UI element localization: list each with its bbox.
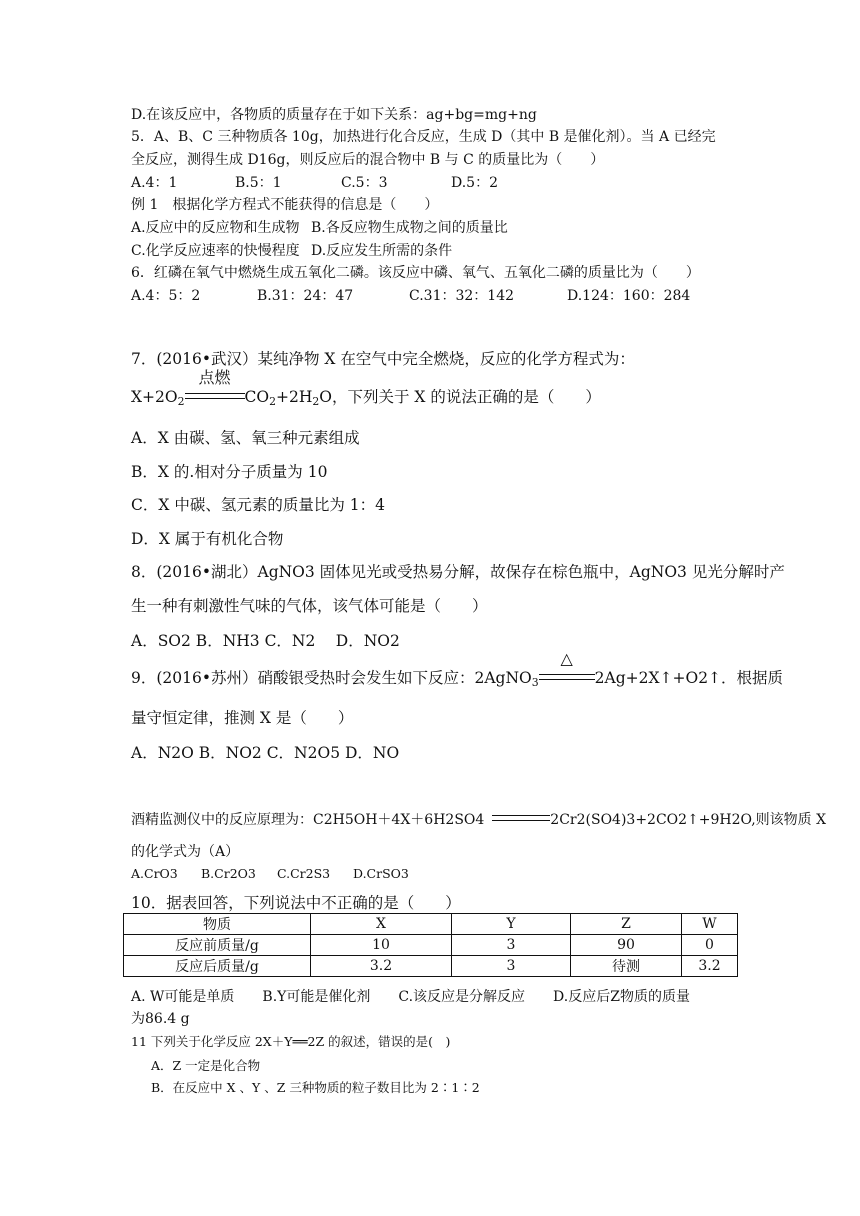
q6-stem: 6．红磷在氧气中燃烧生成五氧化二磷。该反应中磷、氧气、五氧化二磷的质量比为（ ）	[131, 265, 700, 281]
q9-stem-pre: 9．(2016•苏州）硝酸银受热时会发生如下反应：2AgNO	[131, 669, 532, 687]
q8-stem-line1: 8．(2016•湖北）AgNO3 固体见光或受热易分解，故保存在棕色瓶中，AgNO3 见光分解时产	[131, 563, 785, 581]
table-cell: 0	[682, 935, 738, 956]
alcohol-option-d: D.CrSO3	[353, 866, 409, 881]
q5-option-a: A.4：1	[131, 175, 178, 191]
example1-row2	[131, 242, 452, 260]
q9-condition: △	[560, 649, 573, 668]
q11-option-b: B．在反应中 X 、Y 、Z 三种物质的粒子数目比为 2∶1∶2	[151, 1080, 480, 1095]
alcohol-option-a: A.CrO3	[131, 866, 178, 881]
q9-stem-post: 2Ag+2X↑+O2↑．根据质	[594, 669, 784, 687]
q6-options	[131, 287, 690, 305]
q7-option-a: A．X 由碳、氢、氧三种元素组成	[131, 429, 360, 447]
table-row	[124, 956, 738, 977]
table-cell: 反应后质量/g	[124, 956, 311, 977]
table-cell: 待测	[571, 956, 682, 977]
table-cell: 3	[452, 956, 571, 977]
table-cell: 90	[571, 935, 682, 956]
q7-option-d: D．X 属于有机化合物	[131, 530, 284, 548]
q9-options: A．N2O B．NO2 C．N2O5 D．NO	[131, 744, 400, 762]
table-cell: 3	[452, 935, 571, 956]
q5-option-b: B.5：1	[235, 175, 282, 191]
q7-eq-reactants: X+2O	[131, 388, 178, 406]
q10-stem: 10．据表回答，下列说法中不正确的是（ ）	[131, 894, 461, 912]
alcohol-option-b: B.Cr2O3	[201, 866, 256, 881]
q6-option-a: A.4：5：2	[131, 288, 201, 304]
example1-option-d: D.反应发生所需的条件	[311, 243, 453, 259]
alcohol-stem-line1	[131, 811, 826, 829]
table-cell: 反应前质量/g	[124, 935, 311, 956]
q7-eq-tail: O，下列关于 X 的说法正确的是（ ）	[319, 388, 601, 406]
table-cell: 3.2	[311, 956, 452, 977]
q10-answer-line1: A. W可能是单质 B.Y可能是催化剂 C.该反应是分解反应 D.反应后Z物质的质量	[131, 989, 690, 1005]
table-row	[124, 935, 738, 956]
table-header-cell: Y	[452, 914, 571, 935]
example1-option-b: B.各反应物生成物之间的质量比	[311, 220, 508, 236]
q5-stem-line2: 全反应，测得生成 D16g，则反应后的混合物中 B 与 C 的质量比为（ ）	[131, 152, 605, 168]
q6-option-c: C.31：32：142	[409, 288, 515, 304]
table-header-cell: W	[682, 914, 738, 935]
q5-stem-line1: 5．A、B、C 三种物质各 10g，加热进行化合反应，生成 D（其中 B 是催化剂）。当 A 已经完	[131, 129, 716, 145]
q9-stem-line1	[131, 649, 784, 689]
q7-option-c: C．X 中碳、氢元素的质量比为 1：4	[131, 496, 385, 514]
q10-answer-line2: 为86.4 g	[131, 1011, 190, 1027]
q7-eq-product1: CO	[244, 388, 270, 406]
q5-options	[131, 174, 498, 192]
q9-sub: 3	[531, 676, 539, 689]
example1-row1	[131, 219, 508, 237]
example1-option-a: A.反应中的反应物和生成物	[131, 220, 300, 236]
q7-eq-product2: +2H	[275, 388, 313, 406]
alcohol-option-c: C.Cr2S3	[277, 866, 331, 881]
alcohol-stem-pre: 酒精监测仪中的反应原理为：C2H5OH＋4X＋6H2SO4	[131, 812, 485, 828]
q11-stem: 11 下列关于化学反应 2X＋Y══2Z 的叙述，错误的是( )	[131, 1034, 451, 1049]
table-cell: 10	[311, 935, 452, 956]
q6-option-d: D.124：160：284	[567, 288, 691, 304]
q5-option-d: D.5：2	[451, 175, 498, 191]
q7-stem: 7．(2016•武汉）某纯净物 X 在空气中完全燃烧，反应的化学方程式为：	[131, 350, 635, 368]
table-cell: 3.2	[682, 956, 738, 977]
q11-option-a: A．Z 一定是化合物	[151, 1058, 261, 1073]
q7-equation	[131, 368, 601, 408]
q7-sub: 2	[177, 395, 185, 408]
example1-option-c: C.化学反应速率的快慢程度	[131, 243, 300, 259]
alcohol-stem-post: 2Cr2(SO4)3+2CO2↑+9H2O,则该物质 X	[550, 812, 827, 828]
alcohol-equal-sign	[492, 811, 550, 829]
table-header-row	[124, 914, 738, 935]
q6-option-b: B.31：24：47	[257, 288, 354, 304]
table-header-cell: Z	[571, 914, 682, 935]
q7-sub: 2	[312, 395, 320, 408]
example1-stem: 例 1 根据化学方程式不能获得的信息是（ ）	[131, 197, 439, 213]
alcohol-stem-line2: 的化学式为（A）	[131, 844, 240, 860]
q7-condition: 点燃	[198, 368, 231, 387]
q7-reaction-arrow	[185, 368, 245, 406]
q5-option-c: C.5：3	[341, 175, 388, 191]
q7-option-b: B．X 的.相对分子质量为 10	[131, 463, 328, 481]
q8-options: A．SO2 B．NH3 C．N2 D．NO2	[131, 632, 400, 650]
q9-stem-line2: 量守恒定律，推测 X 是（ ）	[131, 709, 354, 727]
q4-option-d: D.在该反应中，各物质的质量存在于如下关系：ag+bg=mg+ng	[131, 107, 537, 123]
q8-stem-line2: 生一种有刺激性气味的气体，该气体可能是（ ）	[131, 597, 488, 615]
table-header-cell: X	[311, 914, 452, 935]
q9-reaction-arrow	[539, 649, 595, 687]
q10-mass-table	[123, 913, 738, 977]
q7-sub: 2	[269, 395, 276, 408]
alcohol-options	[131, 865, 409, 883]
table-header-cell: 物质	[124, 914, 311, 935]
